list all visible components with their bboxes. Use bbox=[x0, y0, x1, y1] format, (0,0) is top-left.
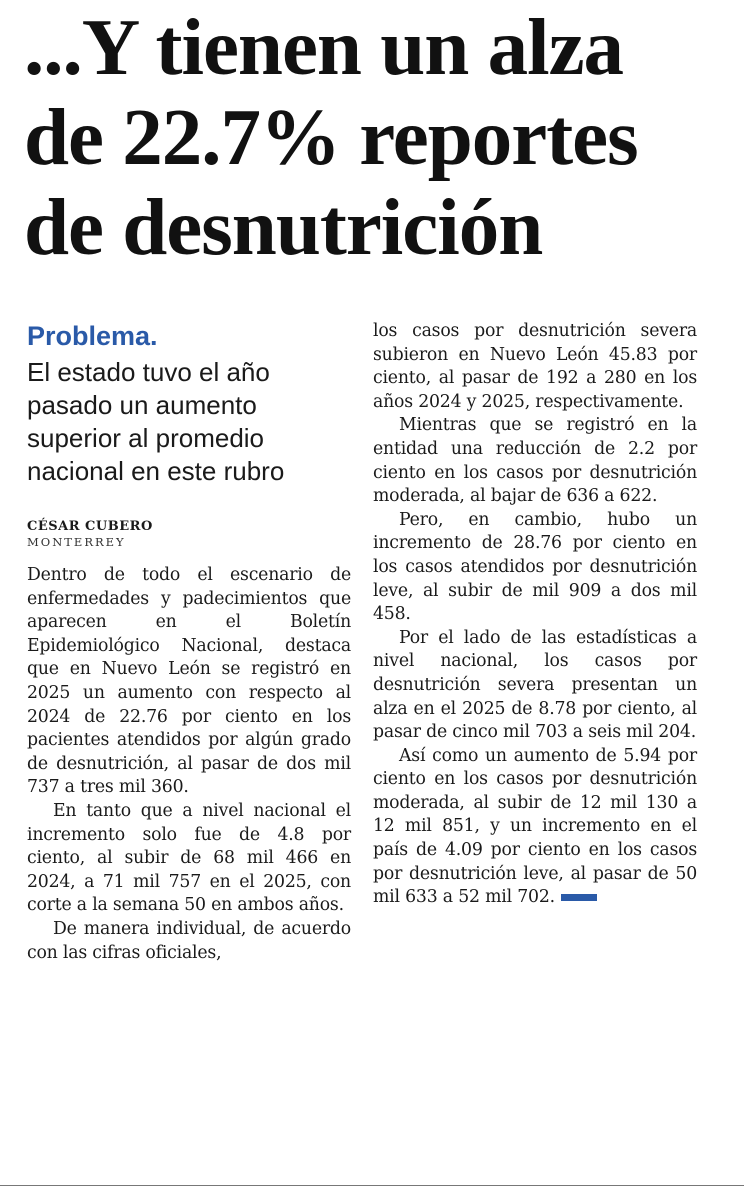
body-paragraph: Por el lado de las estadísticas a nivel nacional, los casos por desnutrición severa presentan un alza en el 2025 de 8.78 por ciento, al pasar de cinco mil 703 a seis mil 204. bbox=[373, 627, 697, 743]
body-paragraph: Mientras que se registró en la entidad una reducción de 2.2 por ciento en los casos por desnutrición moderada, al bajar de 636 a 622. bbox=[373, 415, 697, 507]
byline-location: MONTERREY bbox=[27, 535, 126, 549]
byline-author: CÉSAR CUBERO bbox=[27, 519, 153, 534]
article-column-right bbox=[373, 320, 697, 910]
body-paragraph: De manera individual, de acuerdo con las cifras oficiales, bbox=[27, 918, 351, 963]
body-paragraph-last bbox=[373, 745, 697, 910]
body-paragraph-text: Así como un aumento de 5.94 por ciento en los casos por desnutrición moderada, al subir de 12 mil 130 a 12 mil 851, y un incremento en el país de 4.09 por ciento en los casos por desnutrición leve, al pasar de 50 mil 633 a 52 mil 702. bbox=[373, 745, 697, 908]
headline-line-2: de 22.7% reportes bbox=[24, 92, 638, 182]
body-paragraph: En tanto que a nivel nacional el incremento solo fue de 4.8 por ciento, al subir de 68 mil 466 en 2024, a 71 mil 757 en el 2025, con corte a la semana 50 en ambos años. bbox=[27, 800, 351, 916]
article-column-left bbox=[27, 318, 351, 965]
headline bbox=[24, 2, 724, 272]
headline-line-3: de desnutrición bbox=[24, 182, 543, 272]
bottom-rule bbox=[0, 1185, 744, 1186]
end-of-article-mark bbox=[561, 894, 597, 901]
body-paragraph: Pero, en cambio, hubo un incremento de 28.76 por ciento en los casos atendidos por desnutrición leve, al subir de mil 909 a dos mil 458. bbox=[373, 509, 697, 625]
summary: El estado tuvo el año pasado un aumento superior al promedio nacional en este rubro bbox=[27, 357, 285, 486]
body-paragraph: Dentro de todo el escenario de enfermedades y padecimientos que aparecen en el Boletín Epidemiológico Nacional, destaca que en Nuevo León se registró en 2025 un aumento con respecto al 2024 de 22.76 por ciento en los pacientes atendidos por algún grado de desnutrición, al pasar de dos mil 737 a tres mil 360. bbox=[27, 565, 351, 798]
body-paragraph: los casos por desnutrición severa subieron en Nuevo León 45.83 por ciento, al pasar de 192 a 280 en los años 2024 y 2025, respectivamente. bbox=[373, 321, 697, 412]
kicker: Problema. bbox=[27, 321, 158, 351]
headline-line-1: ...Y tienen un alza bbox=[24, 2, 624, 92]
